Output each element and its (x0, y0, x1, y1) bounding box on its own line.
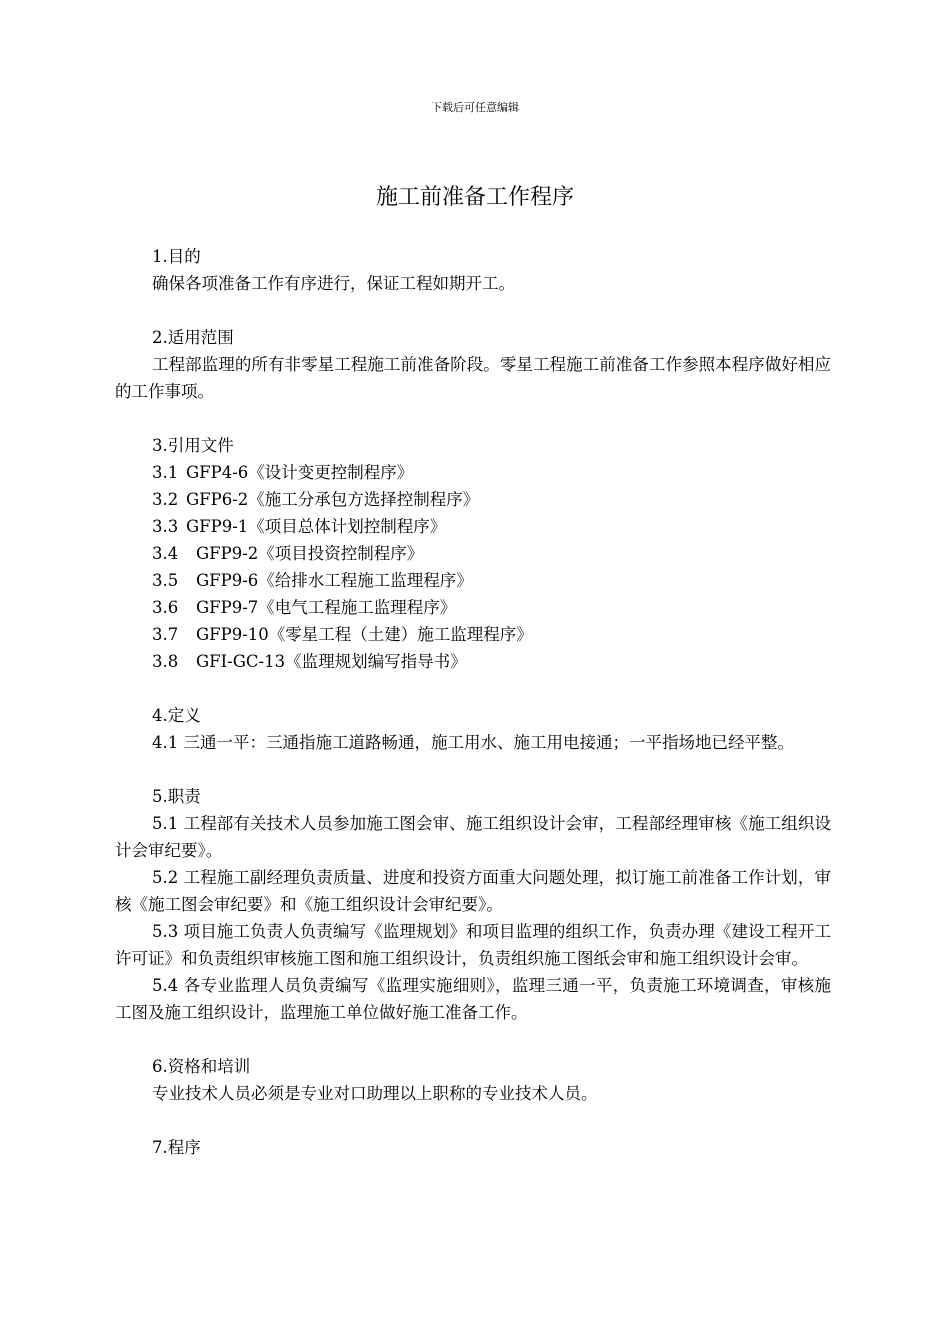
section-heading-responsibilities: 5.职责 (152, 787, 201, 806)
section-heading-procedure: 7.程序 (152, 1138, 201, 1157)
reference-item (115, 621, 831, 648)
reference-item (115, 459, 831, 486)
section-heading-scope: 2.适用范围 (152, 328, 234, 347)
spacer (115, 1026, 831, 1053)
header-note: 下载后可任意编辑 (431, 101, 519, 114)
section-heading-qualification: 6.资格和培训 (152, 1057, 251, 1076)
reference-number: 3.4 (152, 544, 179, 563)
spacer (115, 756, 831, 783)
reference-text: GFP9-10《零星工程（土建）施工监理程序》 (196, 625, 533, 644)
section-heading-definitions: 4.定义 (152, 706, 201, 725)
reference-item (115, 540, 831, 567)
reference-item (115, 648, 831, 675)
section-heading-references: 3.引用文件 (152, 436, 234, 455)
reference-item (115, 594, 831, 621)
spacer (115, 297, 831, 324)
document-body (115, 243, 831, 1161)
spacer (115, 405, 831, 432)
reference-item (115, 567, 831, 594)
responsibility-item: 5.1 工程部有关技术人员参加施工图会审、施工组织设计会审，工程部经理审核《施工组织设计会审纪要》。 (115, 814, 831, 860)
reference-text: GFP9-6《给排水工程施工监理程序》 (196, 571, 473, 590)
reference-number: 3.8 (152, 652, 179, 671)
purpose-text: 确保各项准备工作有序进行，保证工程如期开工。 (152, 274, 515, 293)
scope-text: 工程部监理的所有非零星工程施工前准备阶段。零星工程施工前准备工作参照本程序做好相应的工作事项。 (115, 355, 831, 401)
reference-text: GFP9-2《项目投资控制程序》 (196, 544, 424, 563)
reference-text: GFP9-1《项目总体计划控制程序》 (186, 517, 447, 536)
reference-text: GFI-GC-13《监理规划编写指导书》 (196, 652, 467, 671)
reference-item (115, 486, 831, 513)
responsibility-item: 5.4 各专业监理人员负责编写《监理实施细则》，监理三通一平，负责施工环境调查，审核施工图及施工组织设计，监理施工单位做好施工准备工作。 (115, 976, 831, 1022)
document-title: 施工前准备工作程序 (375, 185, 574, 210)
reference-number: 3.7 (152, 625, 179, 644)
qualification-text: 专业技术人员必须是专业对口助理以上职称的专业技术人员。 (152, 1084, 598, 1103)
reference-text: GFP9-7《电气工程施工监理程序》 (196, 598, 457, 617)
reference-text: GFP4-6《设计变更控制程序》 (186, 463, 414, 482)
responsibility-item: 5.2 工程施工副经理负责质量、进度和投资方面重大问题处理，拟订施工前准备工作计划，审核《施工图会审纪要》和《施工组织设计会审纪要》。 (115, 868, 831, 914)
spacer (115, 1107, 831, 1134)
reference-number: 3.5 (152, 571, 179, 590)
reference-number: 3.2 (152, 490, 179, 509)
section-heading-purpose: 1.目的 (152, 247, 201, 266)
spacer (115, 675, 831, 702)
reference-number: 3.3 (152, 517, 179, 536)
reference-number: 3.1 (152, 463, 179, 482)
responsibility-item: 5.3 项目施工负责人负责编写《监理规划》和项目监理的组织工作，负责办理《建设工程开工许可证》和负责组织审核施工图和施工组织设计，负责组织施工图纸会审和施工组织设计会审。 (115, 922, 831, 968)
reference-number: 3.6 (152, 598, 179, 617)
definition-item: 4.1 三通一平：三通指施工道路畅通，施工用水、施工用电接通；一平指场地已经平整。 (152, 733, 794, 752)
reference-text: GFP6-2《施工分承包方选择控制程序》 (186, 490, 480, 509)
reference-item (115, 513, 831, 540)
